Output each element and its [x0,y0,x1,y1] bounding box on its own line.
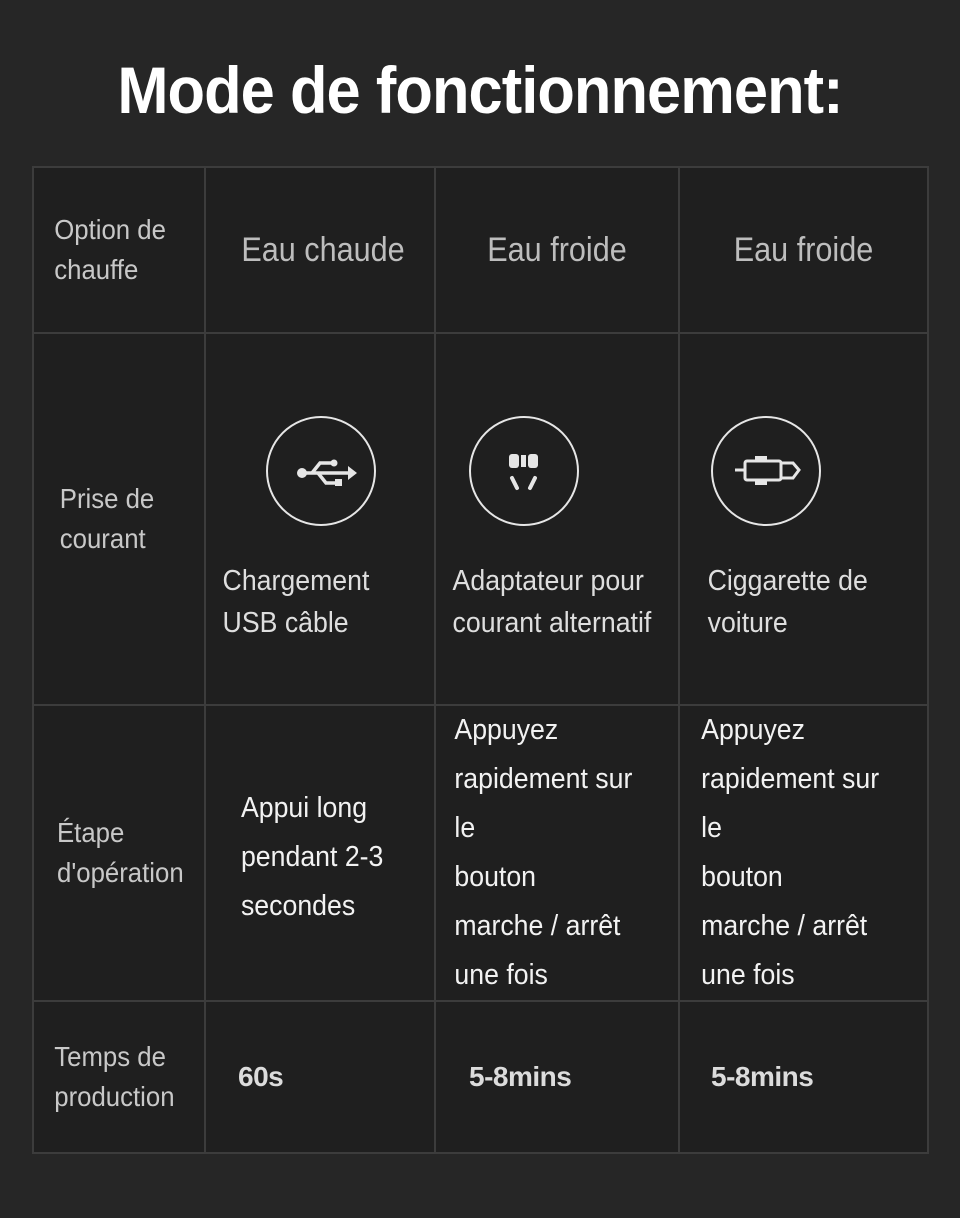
production-time-value: 5-8mins [469,1061,572,1092]
table-cell [679,333,928,705]
table-cell [205,333,435,705]
table-row-operation-step [33,705,928,1001]
operating-mode-table [32,166,929,1154]
table-cell [205,1001,435,1153]
heating-option-value: Eau froide [487,230,627,269]
table-cell [435,1001,679,1153]
production-time-label: Temps de production [54,1041,175,1112]
power-source-text: Adaptateur pour courant alternatif [452,565,652,639]
table-cell [205,705,435,1001]
operation-step-text: Appuyez rapidement sur le bouton marche / arrêt une fois [701,714,880,991]
production-time-value: 5-8mins [711,1061,814,1092]
power-source-text: Chargement USB câble [222,565,370,639]
power-icon-wrap [206,416,434,534]
heating-option-value: Eau chaude [241,230,405,269]
heating-option-value: Eau froide [733,230,874,269]
table-cell [679,705,928,1001]
power-icon-wrap [680,416,927,534]
table-cell [435,333,679,705]
row-header-cell [33,1001,205,1153]
row-header-cell [33,333,205,705]
row-header-cell [33,705,205,1001]
row-header-cell [33,167,205,333]
power-source-label: Prise de courant [59,483,155,554]
page-title: Mode de fonctionnement: [117,53,843,127]
table-cell [205,167,435,333]
ac-plug-icon [469,416,579,526]
table-row-power-source [33,333,928,705]
table-row-heating-option [33,167,928,333]
power-source-text: Ciggarette de voiture [707,565,868,639]
heating-option-label: Option de chauffe [54,214,166,285]
table-cell [435,167,679,333]
production-time-value: 60s [238,1061,284,1092]
operation-step-label: Étape d'opération [57,817,184,888]
car-charger-icon [711,416,821,526]
operation-step-text: Appui long pendant 2-3 secondes [240,791,384,922]
table-row-production-time [33,1001,928,1153]
table-cell [679,167,928,333]
operation-step-text: Appuyez rapidement sur le bouton marche / arrêt une fois [454,714,633,991]
table-cell [679,1001,928,1153]
usb-icon [266,416,376,526]
power-icon-wrap [436,416,678,534]
table-cell [435,705,679,1001]
